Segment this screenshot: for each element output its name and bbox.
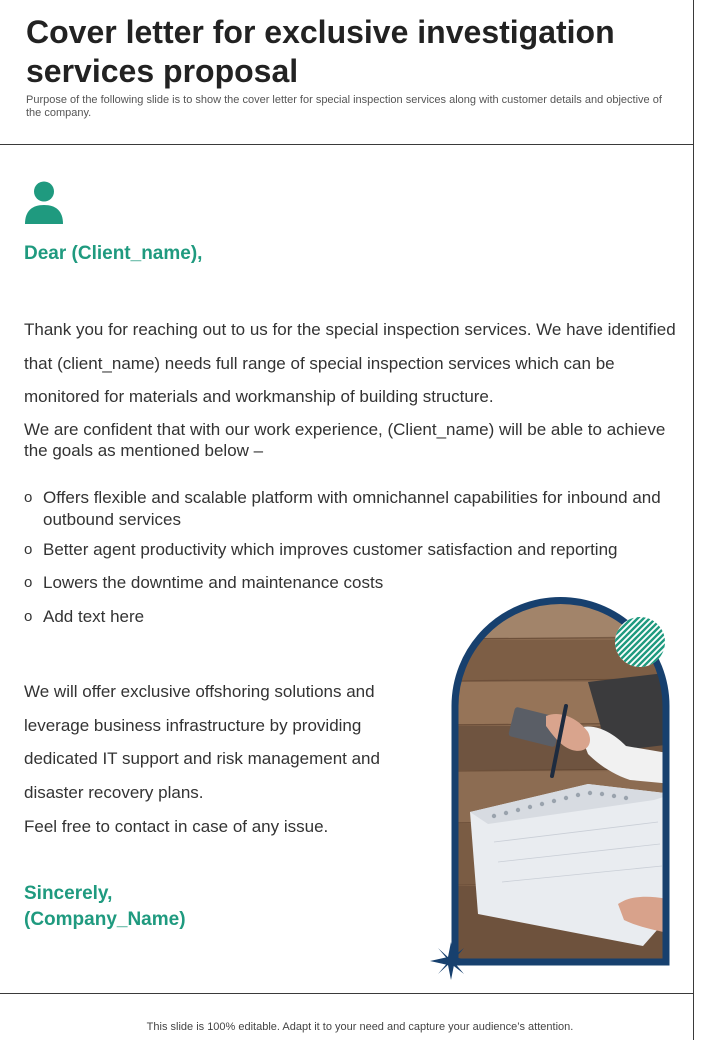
bullet-marker: o <box>24 489 33 506</box>
vertical-divider <box>693 0 694 1040</box>
bullet-marker: o <box>24 541 33 558</box>
list-item-text: Add text here <box>43 607 145 626</box>
letter-paragraph-contact: Feel free to contact in case of any issue. <box>24 817 329 836</box>
letter-closing <box>24 881 186 933</box>
list-item <box>24 539 684 561</box>
sparkle-star-icon <box>430 942 472 980</box>
closing-company-name: (Company_Name) <box>24 909 186 930</box>
letter-paragraph-goals: We are confident that with our work experience, (Client_name) will be able to achieve the goals as mentioned below – <box>24 420 666 460</box>
list-item <box>24 572 684 594</box>
bullet-marker: o <box>24 574 33 591</box>
striped-circle-decoration <box>613 615 667 669</box>
list-item-text: Offers flexible and scalable platform with omnichannel capabilities for inbound and outbound services <box>43 488 661 529</box>
footer-note: This slide is 100% editable. Adapt it to your need and capture your audience’s attention. <box>146 1021 574 1033</box>
page-title: Cover letter for exclusive investigation services proposal <box>26 14 615 89</box>
letter-paragraph-offer: We will offer exclusive offshoring solutions and leverage business infrastructure by providing dedicated IT support and risk management and disaster recovery plans. <box>24 682 380 802</box>
list-item-text: Better agent productivity which improves customer satisfaction and reporting <box>43 540 618 559</box>
list-item-text: Lowers the downtime and maintenance costs <box>43 573 384 592</box>
page-subtitle: Purpose of the following slide is to show the cover letter for special inspection services along with customer details and objective of the company. <box>26 94 662 119</box>
header-divider <box>0 144 694 145</box>
letter-paragraph-intro: Thank you for reaching out to us for the special inspection services. We have identified that (client_name) needs full range of special inspection services which can be monitored for materials and workmanship of building structure. <box>24 320 676 406</box>
bullet-marker: o <box>24 608 33 625</box>
list-item <box>24 487 684 531</box>
user-icon <box>24 181 64 224</box>
closing-salutation: Sincerely, <box>24 883 113 904</box>
footer-divider <box>0 993 694 994</box>
letter-greeting: Dear (Client_name), <box>24 243 203 264</box>
